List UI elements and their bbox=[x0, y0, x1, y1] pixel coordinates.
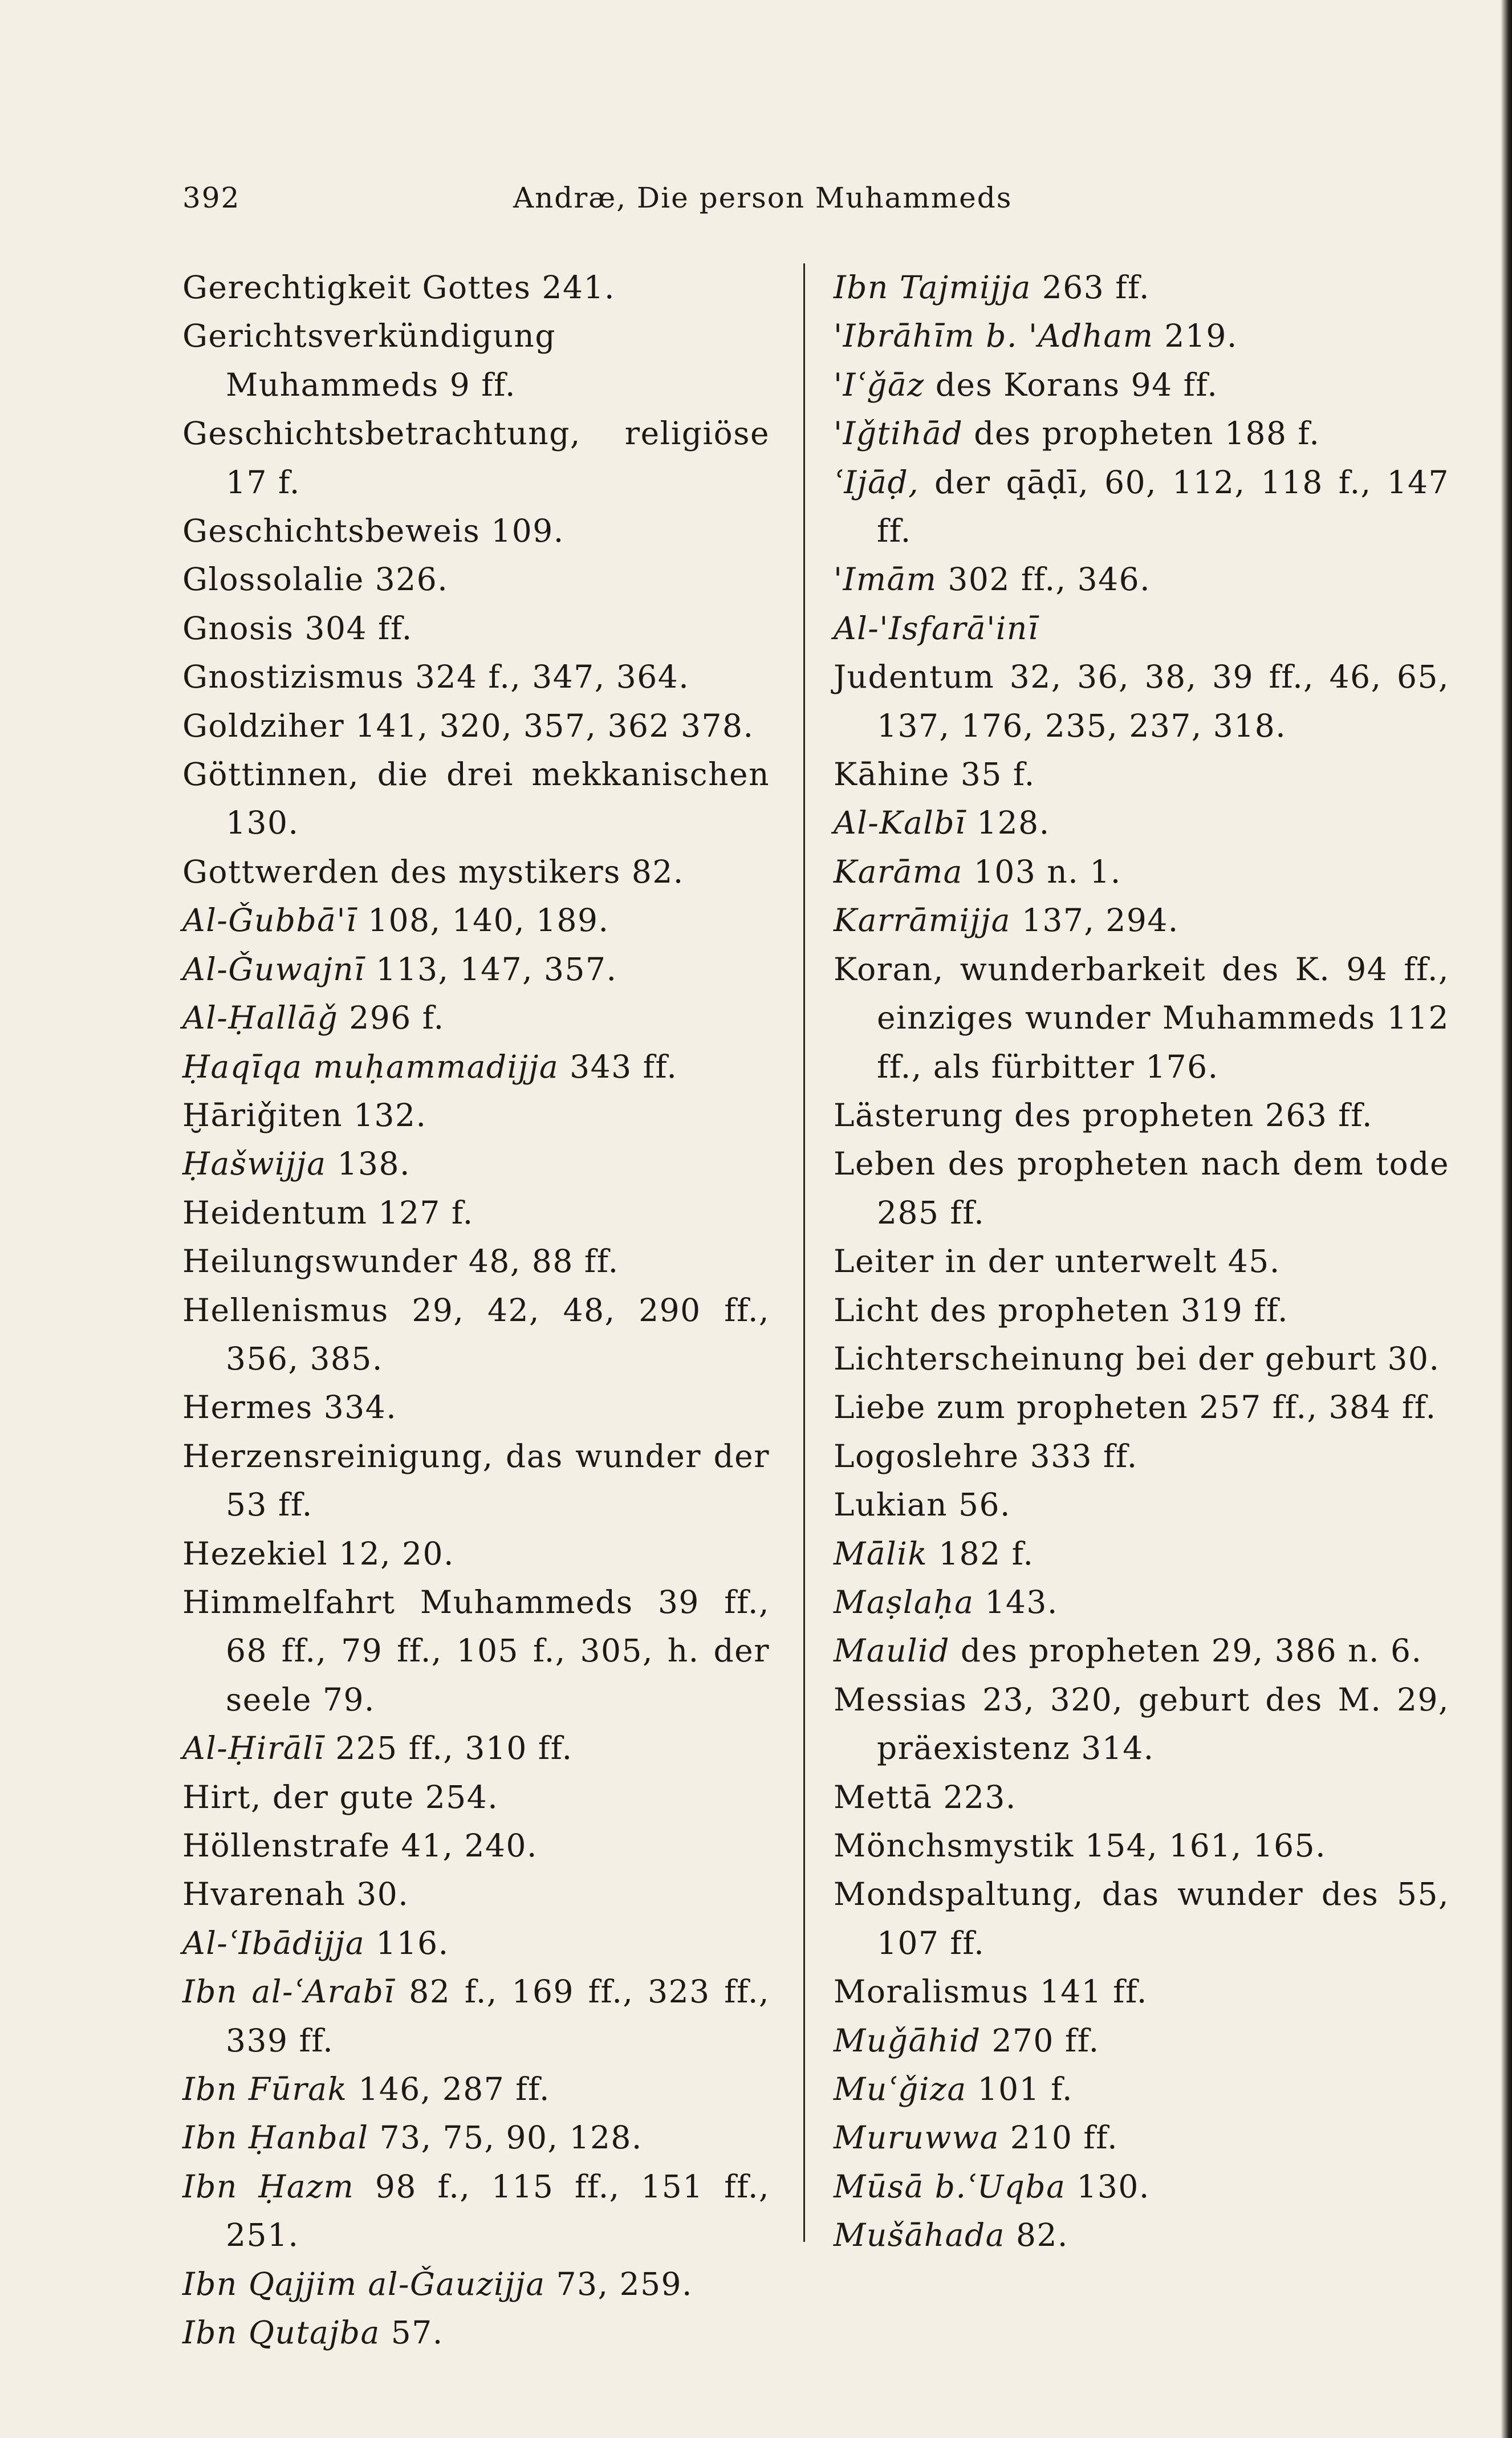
entry-headword: Gnostizismus bbox=[182, 659, 404, 696]
index-entry bbox=[182, 750, 770, 848]
index-entry bbox=[182, 1968, 770, 2065]
entry-headword: Messias bbox=[834, 1681, 968, 1718]
entry-references: 219. bbox=[1153, 318, 1238, 355]
page-number: 392 bbox=[182, 181, 241, 214]
index-entry bbox=[182, 2260, 770, 2309]
index-entry bbox=[834, 1481, 1449, 1529]
entry-references: des Korans 94 ff. bbox=[924, 366, 1218, 403]
entry-headword: 'Iǧtihād bbox=[834, 415, 964, 452]
entry-headword: Moralismus bbox=[834, 1973, 1029, 2010]
index-entry bbox=[834, 2065, 1449, 2114]
index-entry bbox=[182, 1724, 770, 1773]
entry-references: 334. bbox=[312, 1389, 397, 1426]
entry-headword: Lukian bbox=[834, 1486, 948, 1523]
entry-headword: Lichterscheinung bei der geburt bbox=[834, 1340, 1377, 1377]
entry-references: 210 ff. bbox=[999, 2119, 1119, 2156]
entry-references: 319 ff. bbox=[1169, 1291, 1289, 1328]
entry-references: 73, 75, 90, 128. bbox=[368, 2119, 643, 2156]
entry-headword: Ḥašwijja bbox=[182, 1145, 327, 1183]
entry-references: 116. bbox=[365, 1924, 449, 1961]
entry-headword: Glossolalie bbox=[182, 561, 364, 598]
entry-headword: Muǧāhid bbox=[834, 2022, 981, 2059]
entry-references: 343 ff. bbox=[559, 1048, 678, 1085]
index-entry bbox=[182, 1237, 770, 1286]
index-entry bbox=[834, 1091, 1449, 1140]
entry-references: 82. bbox=[1005, 2217, 1068, 2254]
index-entry bbox=[834, 604, 1449, 653]
index-entry bbox=[834, 2163, 1449, 2211]
entry-headword: Maulid bbox=[834, 1632, 950, 1669]
entry-references: 109. bbox=[480, 513, 564, 550]
entry-references: 141, 320, 357, 362 378. bbox=[344, 707, 754, 744]
entry-references: 56. bbox=[948, 1486, 1011, 1523]
index-entry bbox=[182, 1432, 770, 1530]
index-entry bbox=[834, 312, 1449, 360]
index-entry bbox=[182, 1578, 770, 1724]
entry-headword: Al-ʿIbādijja bbox=[182, 1924, 365, 1961]
entry-references: des propheten 188 f. bbox=[963, 415, 1320, 452]
entry-headword: Muruwwa bbox=[834, 2119, 999, 2156]
entry-references: 128. bbox=[966, 804, 1050, 842]
index-entry bbox=[182, 1383, 770, 1432]
entry-headword: Geschichtsbeweis bbox=[182, 513, 481, 550]
index-entry bbox=[834, 409, 1449, 458]
index-entry bbox=[182, 1919, 770, 1968]
index-entry bbox=[834, 1140, 1449, 1237]
entry-headword: Karrāmijja bbox=[834, 902, 1011, 939]
entry-headword: Hellenismus bbox=[182, 1291, 389, 1328]
index-entry bbox=[182, 1530, 770, 1578]
entry-headword: Mönchsmystik bbox=[834, 1827, 1074, 1864]
entry-headword: Hermes bbox=[182, 1389, 313, 1426]
entry-headword: Mondspaltung, das wunder des bbox=[834, 1876, 1379, 1913]
index-entry bbox=[834, 555, 1449, 604]
entry-headword: Logoslehre bbox=[834, 1437, 1019, 1474]
entry-references: 57. bbox=[380, 2314, 444, 2351]
running-title: Andræ, Die person Muhammeds bbox=[513, 181, 1013, 214]
entry-headword: Ḥaqīqa muḥammadijja bbox=[182, 1048, 559, 1085]
index-entry bbox=[182, 848, 770, 896]
entry-references: 103 n. 1. bbox=[962, 853, 1121, 890]
entry-headword: Hezekiel bbox=[182, 1535, 328, 1572]
entry-headword: Ibn Ḥazm bbox=[182, 2168, 355, 2205]
index-entry bbox=[834, 945, 1449, 1091]
entry-references: des propheten 29, 386 n. 6. bbox=[949, 1632, 1422, 1669]
entry-references: 108, 140, 189. bbox=[357, 902, 609, 939]
index-entry bbox=[182, 1870, 770, 1919]
entry-references: 254. bbox=[414, 1778, 499, 1815]
entry-references: 39 ff., 68 ff., 79 ff., 105 f., 305, h. der seele 79. bbox=[226, 1583, 770, 1718]
entry-references: 263 ff. bbox=[1254, 1096, 1373, 1133]
index-entry bbox=[834, 848, 1449, 896]
entry-headword: Göttinnen, die drei mekkanischen bbox=[182, 756, 770, 793]
entry-references: 141 ff. bbox=[1029, 1973, 1148, 2010]
entry-references: 17 f. bbox=[226, 464, 300, 501]
index-entry bbox=[834, 1870, 1449, 1968]
entry-headword: Al-Ḥirālī bbox=[182, 1730, 325, 1767]
entry-headword: Ibn Fūrak bbox=[182, 2071, 348, 2108]
index-entry bbox=[182, 555, 770, 604]
entry-references: 143. bbox=[974, 1583, 1058, 1620]
index-entry bbox=[182, 896, 770, 945]
entry-headword: Al-Ǧubbā'ī bbox=[182, 902, 357, 939]
entry-headword: Heidentum bbox=[182, 1194, 368, 1231]
index-entry bbox=[182, 1773, 770, 1822]
index-entry bbox=[182, 1140, 770, 1188]
entry-headword: Mušāhada bbox=[834, 2217, 1005, 2254]
index-entry bbox=[834, 2114, 1449, 2162]
entry-references: 35 f. bbox=[949, 756, 1035, 793]
entry-headword: Ibn Ḥanbal bbox=[182, 2119, 369, 2156]
entry-references: 182 f. bbox=[928, 1535, 1034, 1572]
entry-references: 32, 36, 38, 39 ff., 46, 65, 137, 176, 235, 237, 318. bbox=[877, 659, 1449, 744]
entry-references: 73, 259. bbox=[545, 2265, 693, 2302]
index-entry bbox=[834, 1530, 1449, 1578]
entry-headword: Heilungswunder bbox=[182, 1243, 458, 1280]
entry-references: 12, 20. bbox=[328, 1535, 455, 1572]
entry-headword: ʿIjāḍ, bbox=[834, 464, 920, 501]
entry-references: 302 ff., 346. bbox=[937, 561, 1151, 598]
entry-references: 82 f., 169 ff., 323 ff., 339 ff. bbox=[226, 1973, 770, 2059]
entry-references: 94 ff., einziges wunder Muhammeds 112 ff., als fürbitter 176. bbox=[877, 950, 1450, 1085]
index-entry bbox=[834, 1383, 1449, 1432]
entry-headword: Al-Kalbī bbox=[834, 804, 966, 842]
entry-headword: Al-Ǧuwajnī bbox=[182, 950, 365, 988]
entry-headword: Mūsā b.ʿUqba bbox=[834, 2168, 1066, 2205]
entry-references: 137, 294. bbox=[1010, 902, 1179, 939]
entry-headword: Kāhine bbox=[834, 756, 950, 793]
entry-references: 98 f., 115 ff., 151 ff., 251. bbox=[226, 2168, 770, 2254]
entry-headword: Muʿǧiza bbox=[834, 2071, 967, 2108]
index-entry bbox=[834, 1578, 1449, 1627]
entry-headword: Maṣlaḥa bbox=[834, 1583, 974, 1620]
entry-headword: Höllenstrafe bbox=[182, 1827, 391, 1864]
index-entry bbox=[834, 1286, 1449, 1335]
entry-references: 324 f., 347, 364. bbox=[404, 659, 690, 696]
entry-references: 241. bbox=[531, 269, 615, 306]
entry-references: 45. bbox=[1217, 1243, 1281, 1280]
entry-headword: Ibn al-ʿArabī bbox=[182, 1973, 395, 2010]
entry-references: 146, 287 ff. bbox=[347, 2071, 550, 2108]
index-entry bbox=[182, 945, 770, 994]
entry-references: 130. bbox=[1066, 2168, 1150, 2205]
index-entry bbox=[834, 1237, 1449, 1286]
entry-headword: Gottwerden des mystikers bbox=[182, 853, 621, 890]
index-entry bbox=[182, 1286, 770, 1384]
entry-references: 154, 161, 165. bbox=[1074, 1827, 1327, 1864]
index-entry bbox=[834, 799, 1449, 847]
entry-headword: Leben des propheten nach dem tode bbox=[834, 1145, 1449, 1183]
entry-references: 270 ff. bbox=[981, 2022, 1100, 2059]
index-entry bbox=[834, 1432, 1449, 1481]
index-entry bbox=[834, 1627, 1449, 1675]
index-entry bbox=[834, 1335, 1449, 1383]
entry-references: der qāḍī, 60, 112, 118 f., 147 ff. bbox=[877, 464, 1449, 550]
index-entry bbox=[182, 507, 770, 555]
index-entry bbox=[182, 994, 770, 1042]
entry-references: 127 f. bbox=[367, 1194, 474, 1231]
index-entry bbox=[182, 263, 770, 312]
index-entry bbox=[834, 750, 1449, 799]
entry-references: 113, 147, 357. bbox=[365, 950, 617, 988]
entry-headword: Judentum bbox=[834, 659, 995, 696]
entry-headword: Koran, wunderbarkeit des K. bbox=[834, 950, 1331, 988]
entry-headword: Karāma bbox=[834, 853, 963, 890]
entry-references: 285 ff. bbox=[877, 1194, 985, 1231]
entry-references: 304 ff. bbox=[294, 610, 413, 647]
entry-references: 130. bbox=[226, 804, 299, 842]
entry-references: 138. bbox=[326, 1145, 410, 1183]
entry-headword: Himmelfahrt Muhammeds bbox=[182, 1583, 633, 1620]
entry-headword: Hirt, der gute bbox=[182, 1778, 414, 1815]
entry-references: 23, 320, geburt des M. 29, präexistenz 314. bbox=[877, 1681, 1449, 1767]
entry-headword: Liebe zum propheten bbox=[834, 1389, 1189, 1426]
entry-headword: Ibn Qajjim al-Ǧauzijja bbox=[182, 2265, 546, 2302]
column-divider bbox=[803, 263, 805, 2242]
index-entry bbox=[182, 409, 770, 507]
index-entry bbox=[834, 1773, 1449, 1822]
index-entry bbox=[834, 1822, 1449, 1870]
index-entry bbox=[182, 1822, 770, 1870]
entry-headword: Gnosis bbox=[182, 610, 294, 647]
entry-headword: Mālik bbox=[834, 1535, 928, 1572]
index-column-left bbox=[182, 263, 770, 2357]
index-entry bbox=[182, 2065, 770, 2114]
entry-references: 296 f. bbox=[338, 999, 445, 1037]
index-entry bbox=[182, 1043, 770, 1091]
entry-references: 82. bbox=[620, 853, 684, 890]
entry-references: 333 ff. bbox=[1019, 1437, 1138, 1474]
index-entry bbox=[834, 2017, 1449, 2065]
index-entry bbox=[182, 653, 770, 701]
entry-headword: Leiter in der unterwelt bbox=[834, 1243, 1217, 1280]
entry-headword: Geschichtsbetrachtung, religiöse bbox=[182, 415, 770, 452]
entry-references: 257 ff., 384 ff. bbox=[1188, 1389, 1437, 1426]
entry-references: 48, 88 ff. bbox=[457, 1243, 619, 1280]
entry-references: 53 ff. bbox=[226, 1486, 313, 1523]
index-entry bbox=[834, 361, 1449, 409]
index-entry bbox=[182, 2309, 770, 2357]
entry-headword: Al-Ḥallāǧ bbox=[182, 999, 339, 1037]
entry-references: 41, 240. bbox=[390, 1827, 538, 1864]
entry-headword: Herzensreinigung, das wunder der bbox=[182, 1437, 770, 1474]
entry-references: 9 ff. bbox=[438, 366, 516, 403]
entry-headword: 'Imām bbox=[834, 561, 937, 598]
index-entry bbox=[182, 702, 770, 750]
index-entry bbox=[834, 1676, 1449, 1773]
index-entry bbox=[182, 1189, 770, 1237]
entry-references: 30. bbox=[346, 1876, 409, 1913]
entry-references: 30. bbox=[1376, 1340, 1440, 1377]
index-entry bbox=[182, 312, 770, 409]
entry-headword: Goldziher bbox=[182, 707, 345, 744]
index-entry bbox=[834, 458, 1449, 556]
entry-references: 225 ff., 310 ff. bbox=[324, 1730, 573, 1767]
entry-references: 55, 107 ff. bbox=[877, 1876, 1449, 1961]
entry-references: 132. bbox=[343, 1096, 427, 1133]
entry-references: 29, 42, 48, 290 ff., 356, 385. bbox=[226, 1291, 770, 1377]
entry-headword: Mettā bbox=[834, 1778, 933, 1815]
index-entry bbox=[182, 604, 770, 653]
entry-headword: Ibn Tajmijja bbox=[834, 269, 1031, 306]
entry-headword: Gerechtigkeit Gottes bbox=[182, 269, 531, 306]
entry-headword: Ḫāriǧiten bbox=[182, 1096, 343, 1133]
entry-references: 263 ff. bbox=[1031, 269, 1150, 306]
index-entry bbox=[182, 1091, 770, 1140]
page-edge-shadow bbox=[1501, 0, 1512, 2438]
index-entry bbox=[834, 653, 1449, 750]
entry-headword: Lästerung des propheten bbox=[834, 1096, 1254, 1133]
entry-references: 223. bbox=[932, 1778, 1017, 1815]
index-entry bbox=[834, 1968, 1449, 2016]
index-entry bbox=[834, 2211, 1449, 2260]
entry-headword: Hvarenah bbox=[182, 1876, 346, 1913]
index-entry bbox=[834, 263, 1449, 312]
entry-headword: 'Ibrāhīm b. 'Adham bbox=[834, 318, 1154, 355]
entry-references: 101 f. bbox=[966, 2071, 1074, 2108]
index-entry bbox=[182, 2114, 770, 2162]
entry-headword: Gerichtsverkündigung Muhammeds bbox=[182, 318, 556, 403]
entry-headword: Licht des propheten bbox=[834, 1291, 1170, 1328]
running-header bbox=[0, 181, 1512, 221]
entry-references: 326. bbox=[364, 561, 449, 598]
entry-headword: 'Iʿǧāz bbox=[834, 366, 925, 403]
index-column-right bbox=[834, 263, 1449, 2260]
index-entry bbox=[834, 896, 1449, 945]
index-entry bbox=[182, 2163, 770, 2260]
entry-headword: Ibn Qutajba bbox=[182, 2314, 380, 2351]
entry-headword: Al-'Isfarā'inī bbox=[834, 610, 1039, 647]
